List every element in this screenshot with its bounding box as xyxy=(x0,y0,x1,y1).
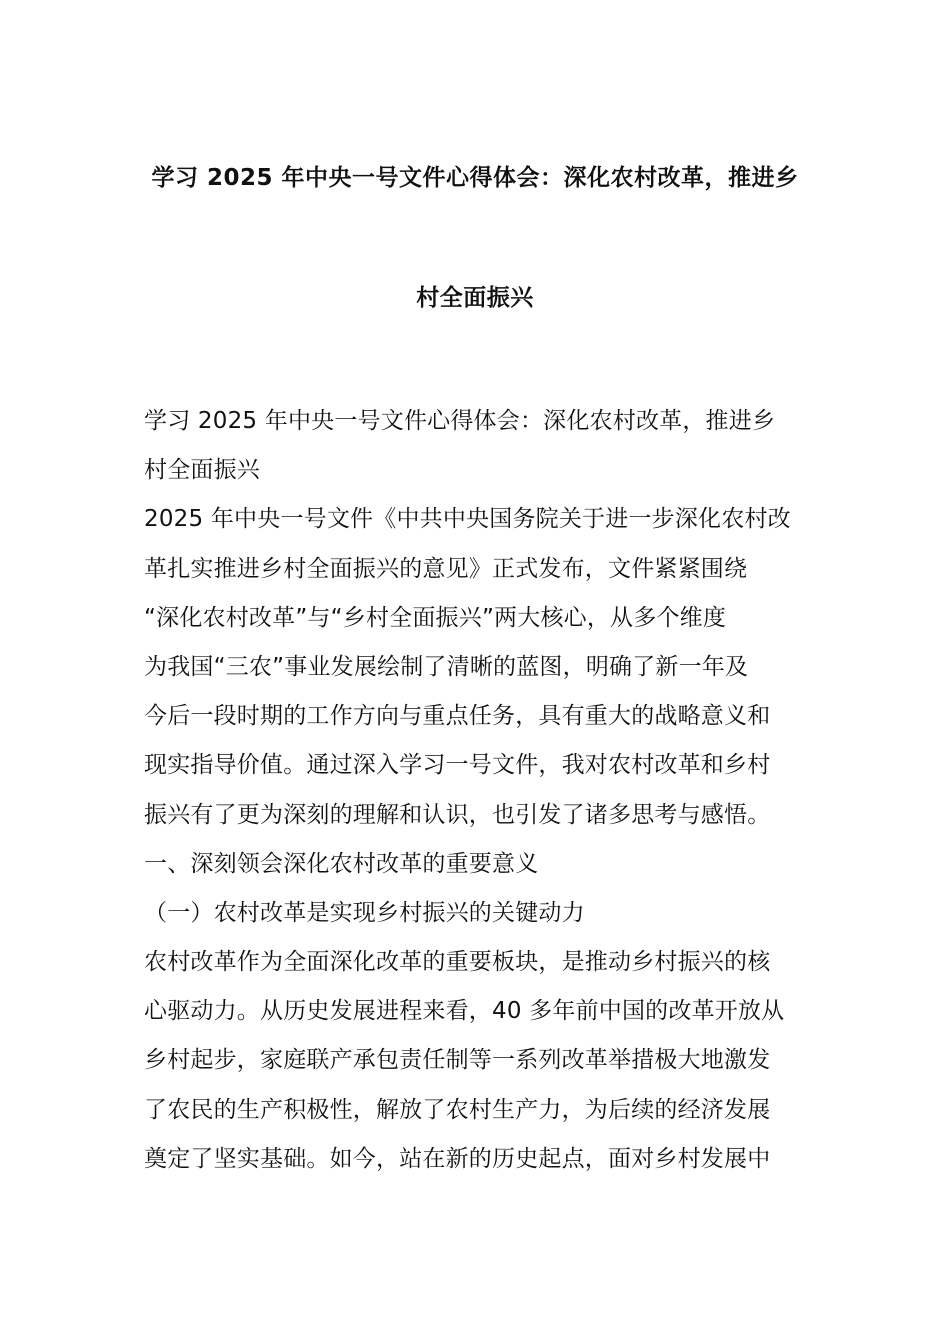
body-line: 为我国“三农”事业发展绘制了清晰的蓝图，明确了新一年及 xyxy=(144,653,749,680)
body-line: 革扎实推进乡村全面振兴的意见》正式发布，文件紧紧围绕 xyxy=(144,555,748,582)
body-line: 村全面振兴 xyxy=(144,457,260,484)
subsection-heading: （一）农村改革是实现乡村振兴的关键动力 xyxy=(144,899,585,926)
body-line: 学习 2025 年中央一号文件心得体会：深化农村改革，推进乡 xyxy=(144,408,776,434)
body-line: 乡村起步，家庭联产承包责任制等一系列改革举措极大地激发 xyxy=(144,1047,771,1074)
body-line: 现实指导价值。通过深入学习一号文件，我对农村改革和乡村 xyxy=(144,752,771,779)
document-title-line-2: 村全面振兴 xyxy=(416,285,534,311)
body-line: 农村改革作为全面深化改革的重要板块，是推动乡村振兴的核 xyxy=(144,949,771,976)
document-body xyxy=(144,397,824,1184)
body-line: 了农民的生产积极性，解放了农村生产力，为后续的经济发展 xyxy=(144,1096,771,1123)
body-line: 2025 年中央一号文件《中共中央国务院关于进一步深化农村改 xyxy=(144,506,791,533)
body-line: 振兴有了更为深刻的理解和认识，也引发了诸多思考与感悟。 xyxy=(144,801,771,828)
body-line: 心驱动力。从历史发展进程来看，40 多年前中国的改革开放从 xyxy=(144,998,785,1025)
body-line: 奠定了坚实基础。如今，站在新的历史起点，面对乡村发展中 xyxy=(144,1145,771,1172)
document-title-line-1: 学习 2025 年中央一号文件心得体会：深化农村改革，推进乡 xyxy=(151,165,799,191)
body-line: “深化农村改革”与“乡村全面振兴”两大核心，从多个维度 xyxy=(144,604,727,631)
body-line: 今后一段时期的工作方向与重点任务，具有重大的战略意义和 xyxy=(144,703,771,730)
section-heading: 一、深刻领会深化农村改革的重要意义 xyxy=(144,850,539,877)
